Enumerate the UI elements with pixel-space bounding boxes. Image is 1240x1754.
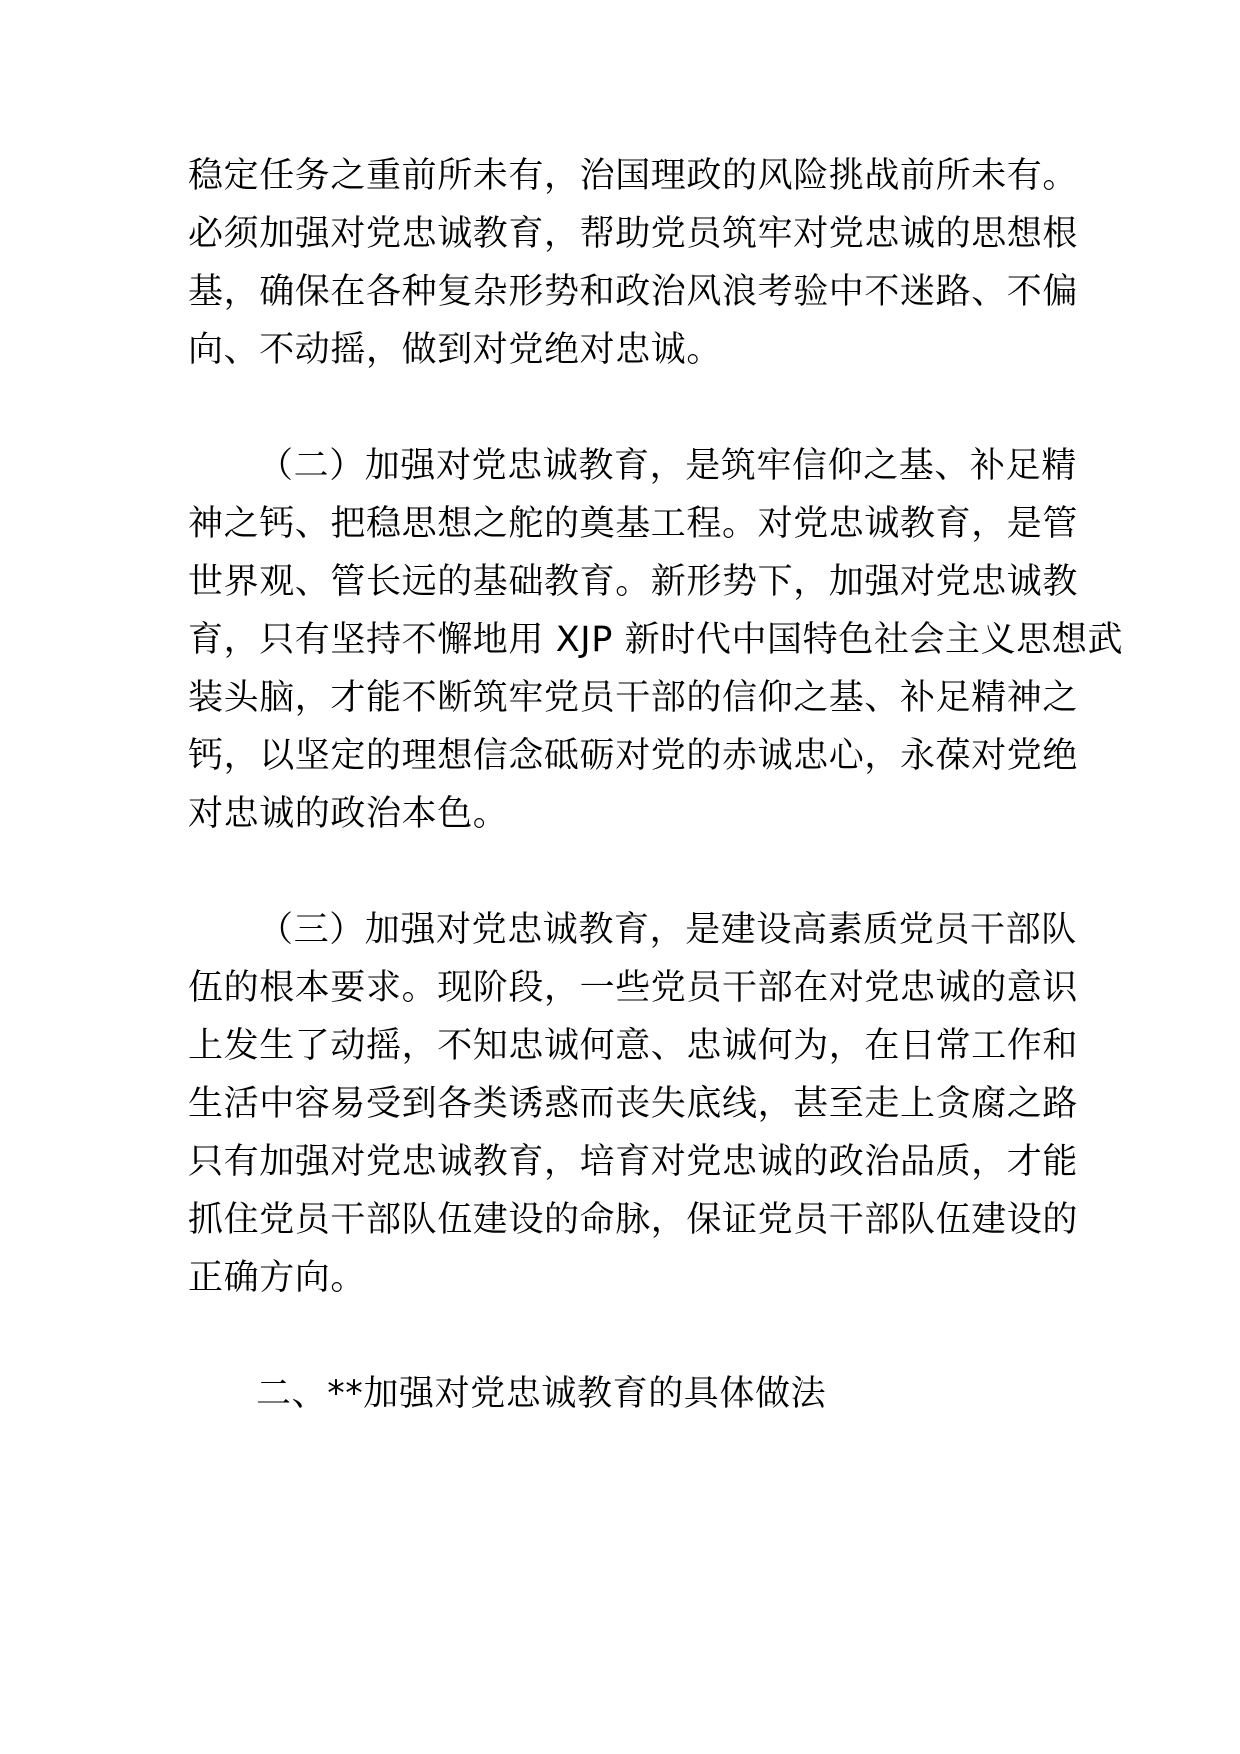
paragraph-line: 装头脑，才能不断筑牢党员干部的信仰之基、补足精神之 <box>188 678 1079 718</box>
paragraph-line: 钙，以坚定的理想信念砥砺对党的赤诚忠心，永葆对党绝 <box>188 736 1079 776</box>
paragraph-line: 只有加强对党忠诚教育，培育对党忠诚的政治品质，才能 <box>188 1142 1079 1182</box>
section-heading: 二、**加强对党忠诚教育的具体做法 <box>256 1374 827 1414</box>
paragraph-line: 必须加强对党忠诚教育，帮助党员筑牢对党忠诚的思想根 <box>188 214 1079 254</box>
paragraph-line: （二）加强对党忠诚教育，是筑牢信仰之基、补足精 <box>258 446 1077 486</box>
paragraph-line: 抓住党员干部队伍建设的命脉，保证党员干部队伍建设的 <box>188 1200 1079 1240</box>
paragraph-line: 对忠诚的政治本色。 <box>188 794 509 834</box>
paragraph-line: 基，确保在各种复杂形势和政治风浪考验中不迷路、不偏 <box>188 272 1079 312</box>
paragraph-line: 世界观、管长远的基础教育。新形势下，加强对党忠诚教 <box>188 562 1079 602</box>
paragraph-line: 上发生了动摇，不知忠诚何意、忠诚何为，在日常工作和 <box>188 1026 1079 1066</box>
paragraph-line: 神之钙、把稳思想之舵的奠基工程。对党忠诚教育，是管 <box>188 504 1079 544</box>
paragraph-line: 正确方向。 <box>188 1258 367 1298</box>
paragraph-line: 伍的根本要求。现阶段，一些党员干部在对党忠诚的意识 <box>188 968 1079 1008</box>
paragraph-line: 育，只有坚持不懈地用 XJP 新时代中国特色社会主义思想武 <box>188 620 1124 660</box>
paragraph-line: 向、不动摇，做到对党绝对忠诚。 <box>188 330 723 370</box>
paragraph-line: 稳定任务之重前所未有，治国理政的风险挑战前所未有。 <box>188 156 1079 196</box>
paragraph-line: 生活中容易受到各类诱惑而丧失底线，甚至走上贪腐之路 <box>188 1084 1079 1124</box>
paragraph-line: （三）加强对党忠诚教育，是建设高素质党员干部队 <box>258 910 1077 950</box>
